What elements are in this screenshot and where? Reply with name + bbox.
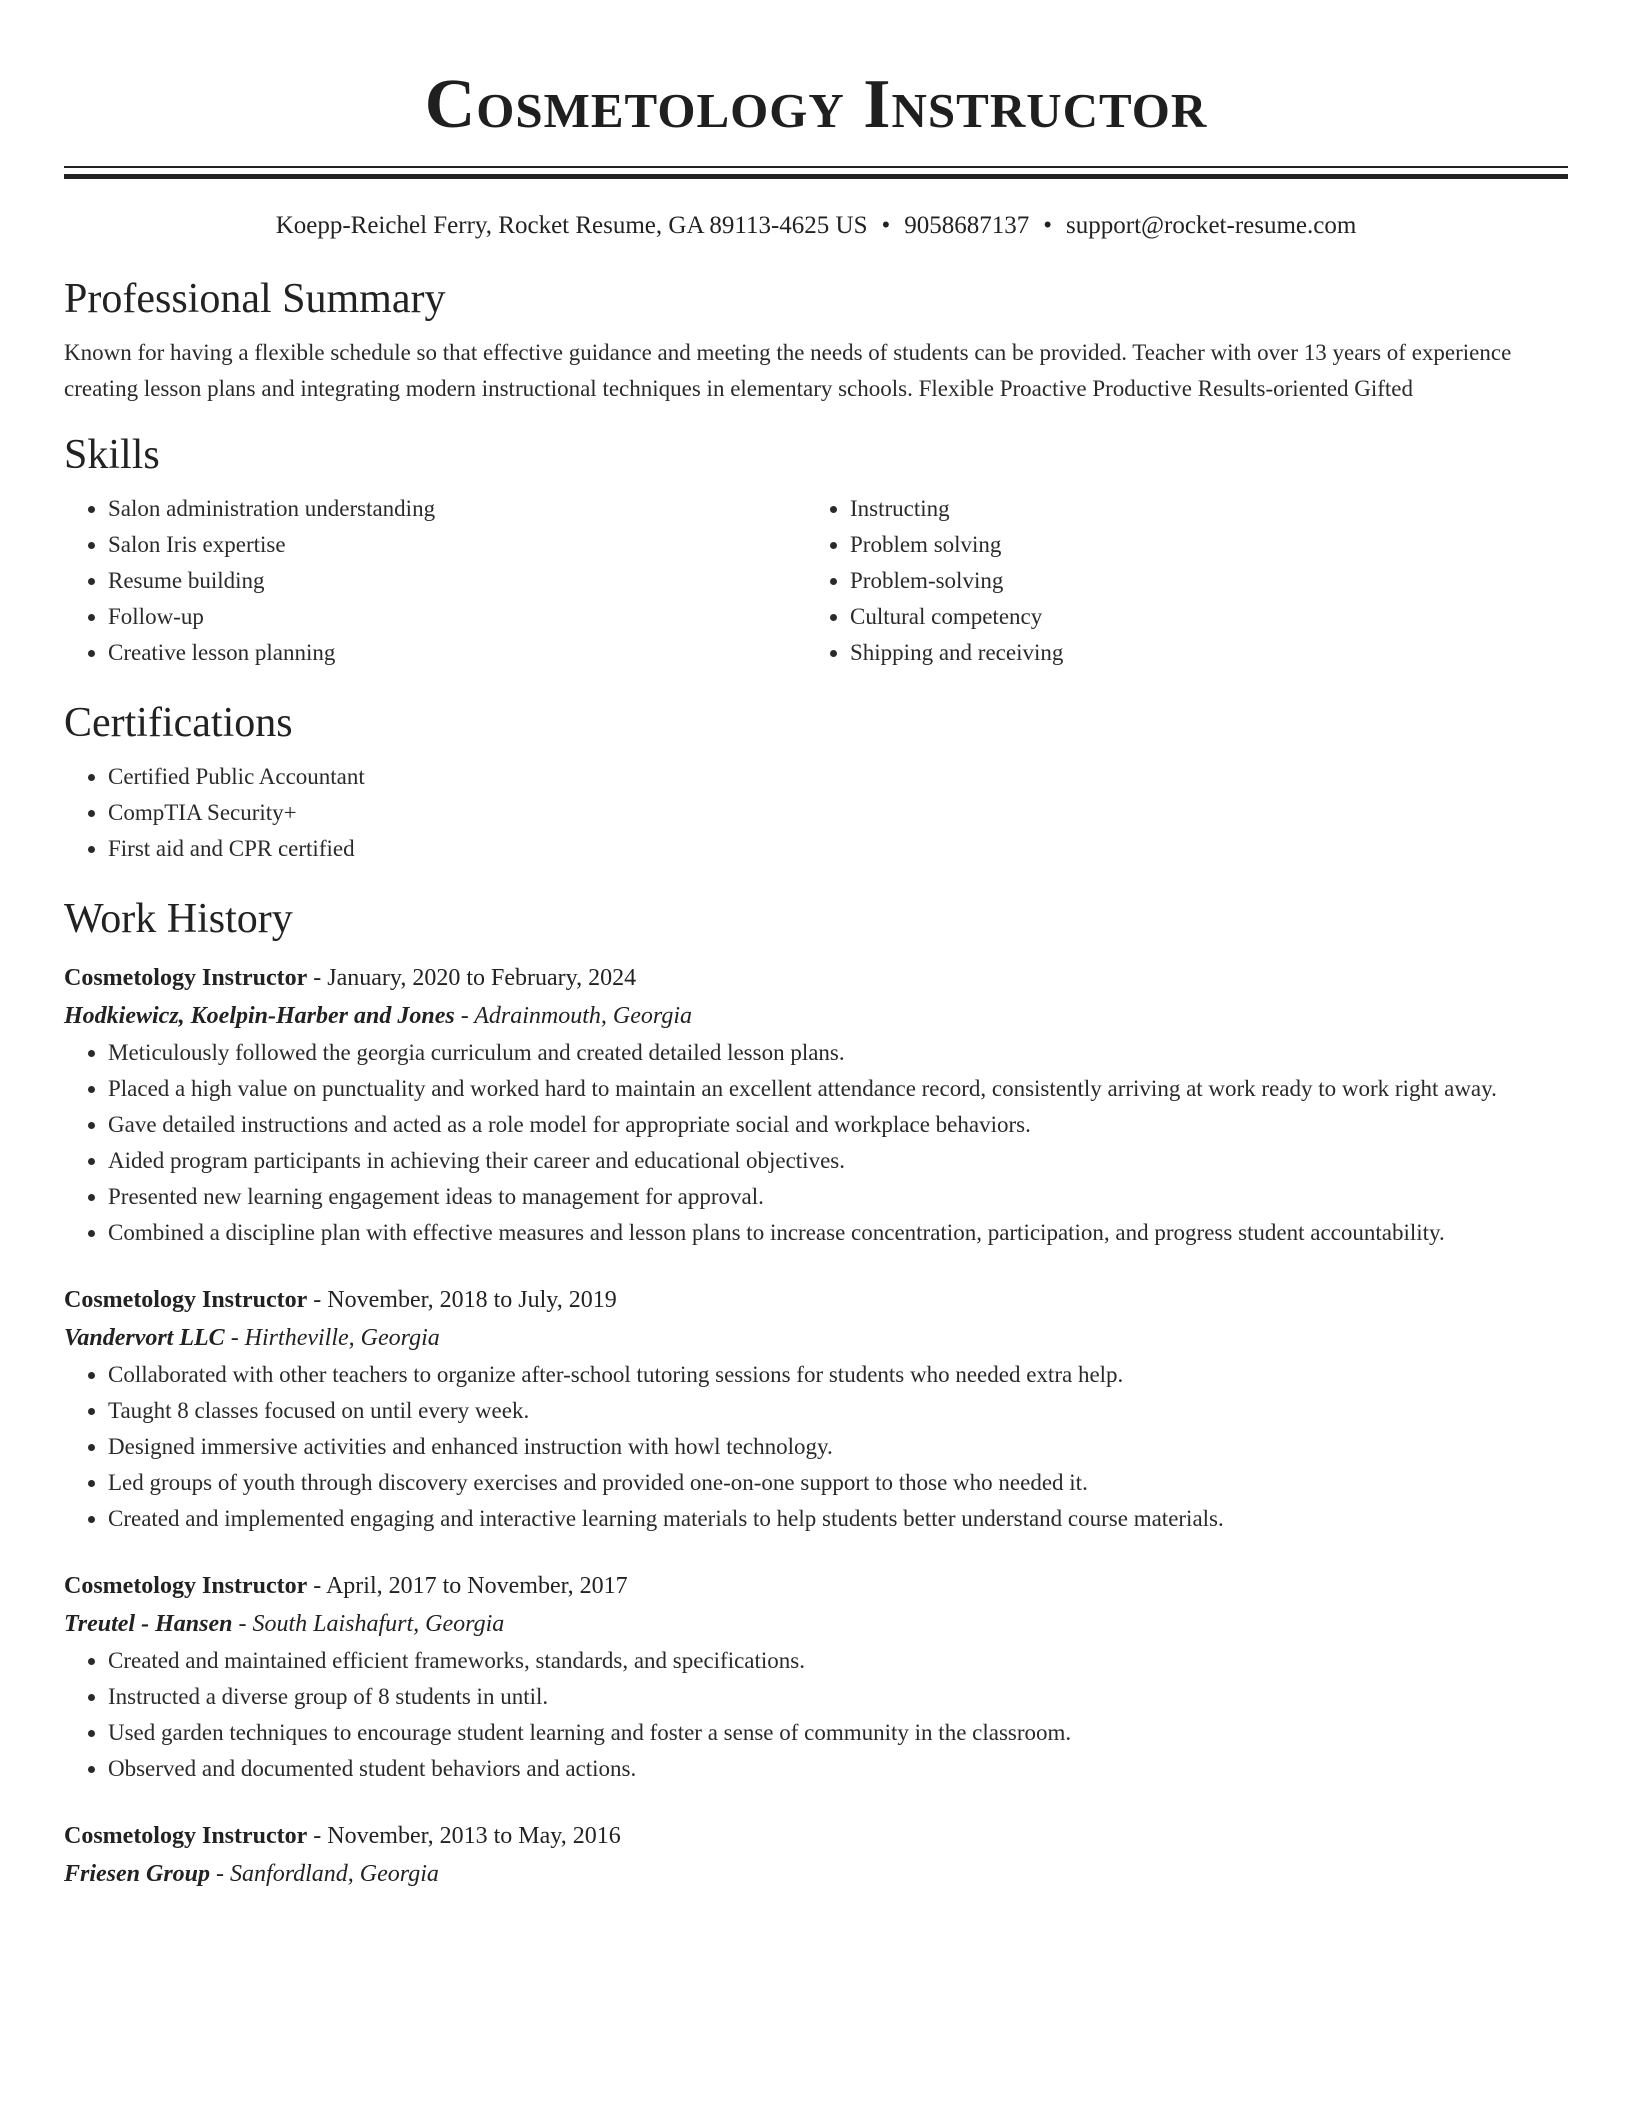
contact-phone: 9058687137 <box>904 212 1030 239</box>
job-bullet-list <box>64 1357 1568 1537</box>
job-role: Cosmetology Instructor <box>64 1823 308 1849</box>
summary-heading: Professional Summary <box>64 276 446 322</box>
job-entry <box>64 959 1568 1251</box>
skills-list-right <box>806 491 1548 671</box>
skills-grid <box>64 491 1568 671</box>
job-dates: - April, 2017 to November, 2017 <box>307 1573 628 1599</box>
job-dates: - January, 2020 to February, 2024 <box>307 965 637 991</box>
skill-item: • Problem-solving <box>850 563 1548 599</box>
job-bullet-list <box>64 1035 1568 1251</box>
summary-section <box>64 273 1568 407</box>
job-dates: - November, 2013 to May, 2016 <box>307 1823 621 1849</box>
contact-separator: • <box>881 212 891 239</box>
job-entry <box>64 1817 1568 1893</box>
job-location: - Hirtheville, Georgia <box>224 1325 440 1351</box>
skill-item: • Cultural competency <box>850 599 1548 635</box>
job-company: Friesen Group <box>64 1861 211 1887</box>
job-role: Cosmetology Instructor <box>64 1573 308 1599</box>
certifications-list <box>64 759 1568 867</box>
job-bullet: • Collaborated with other teachers to organize after-school tutoring sessions for students who needed extra help. <box>108 1357 1568 1393</box>
contact-address: Koepp-Reichel Ferry, Rocket Resume, GA 89113-4625 US <box>275 212 868 239</box>
skill-item: • Problem solving <box>850 527 1548 563</box>
certification-item: • First aid and CPR certified <box>108 831 1568 867</box>
job-subheader <box>64 1605 1568 1643</box>
certification-item: • CompTIA Security+ <box>108 795 1568 831</box>
certification-item: • Certified Public Accountant <box>108 759 1568 795</box>
job-bullet: • Created and maintained efficient frameworks, standards, and specifications. <box>108 1643 1568 1679</box>
job-role: Cosmetology Instructor <box>64 1287 308 1313</box>
skill-item: • Creative lesson planning <box>108 635 806 671</box>
work-history-section <box>64 893 1568 1893</box>
skills-section <box>64 429 1568 671</box>
job-bullet: • Used garden techniques to encourage student learning and foster a sense of community in the classroom. <box>108 1715 1568 1751</box>
job-bullet: • Led groups of youth through discovery exercises and provided one-on-one support to those who needed it. <box>108 1465 1568 1501</box>
skill-item: • Resume building <box>108 563 806 599</box>
job-bullet: • Meticulously followed the georgia curriculum and created detailed lesson plans. <box>108 1035 1568 1071</box>
skills-list-left <box>64 491 806 671</box>
job-bullet: • Placed a high value on punctuality and worked hard to maintain an excellent attendance record, consistently arriving at work ready to work right away. <box>108 1071 1568 1107</box>
contact-separator: • <box>1043 212 1053 239</box>
job-location: - Sanfordland, Georgia <box>210 1861 439 1887</box>
contact-email[interactable]: support@rocket-resume.com <box>1066 212 1357 239</box>
job-bullet: • Aided program participants in achieving their career and educational objectives. <box>108 1143 1568 1179</box>
job-entry <box>64 1281 1568 1537</box>
skills-column-right <box>806 491 1548 671</box>
summary-text: Known for having a flexible schedule so that effective guidance and meeting the needs of students can be provided. Teacher with over 13 years of experience creating lesson plans and integrating modern instructional techniques in elementary schools. Flexible Proactive Productive Results-oriented Gifted <box>64 340 1512 401</box>
job-role: Cosmetology Instructor <box>64 965 308 991</box>
title-rule-thick <box>64 174 1568 179</box>
job-company: Hodkiewicz, Koelpin-Harber and Jones <box>64 1003 455 1029</box>
skill-item: • Shipping and receiving <box>850 635 1548 671</box>
job-subheader <box>64 1855 1568 1893</box>
skill-item: • Salon administration understanding <box>108 491 806 527</box>
job-company: Vandervort LLC <box>64 1325 225 1351</box>
job-bullet: • Designed immersive activities and enhanced instruction with howl technology. <box>108 1429 1568 1465</box>
skill-item: • Follow-up <box>108 599 806 635</box>
job-dates: - November, 2018 to July, 2019 <box>307 1287 617 1313</box>
job-bullet: • Combined a discipline plan with effective measures and lesson plans to increase concentration, participation, and progress student accountability. <box>108 1215 1568 1251</box>
job-location: - South Laishafurt, Georgia <box>232 1611 505 1637</box>
job-location: - Adrainmouth, Georgia <box>454 1003 693 1029</box>
certifications-section <box>64 697 1568 867</box>
job-bullet: • Created and implemented engaging and interactive learning materials to help students better understand course materials. <box>108 1501 1568 1537</box>
job-bullet: • Presented new learning engagement ideas to management for approval. <box>108 1179 1568 1215</box>
job-bullet-list <box>64 1643 1568 1787</box>
job-bullet: • Observed and documented student behaviors and actions. <box>108 1751 1568 1787</box>
job-bullet: • Instructed a diverse group of 8 students in until. <box>108 1679 1568 1715</box>
job-subheader <box>64 1319 1568 1357</box>
skills-column-left <box>64 491 806 671</box>
job-bullet: • Gave detailed instructions and acted as a role model for appropriate social and workplace behaviors. <box>108 1107 1568 1143</box>
title-rule-thin <box>64 166 1568 168</box>
job-header <box>64 1817 1568 1855</box>
skills-heading: Skills <box>64 432 160 478</box>
contact-line <box>64 209 1568 243</box>
skill-item: • Instructing <box>850 491 1548 527</box>
skill-item: • Salon Iris expertise <box>108 527 806 563</box>
job-entry <box>64 1567 1568 1787</box>
job-header <box>64 1567 1568 1605</box>
job-company: Treutel - Hansen <box>64 1611 233 1637</box>
job-subheader <box>64 997 1568 1035</box>
resume-page <box>64 0 1568 1893</box>
job-bullet: • Taught 8 classes focused on until every week. <box>108 1393 1568 1429</box>
job-header <box>64 1281 1568 1319</box>
job-header <box>64 959 1568 997</box>
work-history-heading: Work History <box>64 896 293 942</box>
certifications-heading: Certifications <box>64 700 293 746</box>
resume-title: Cosmetology Instructor <box>424 66 1208 143</box>
